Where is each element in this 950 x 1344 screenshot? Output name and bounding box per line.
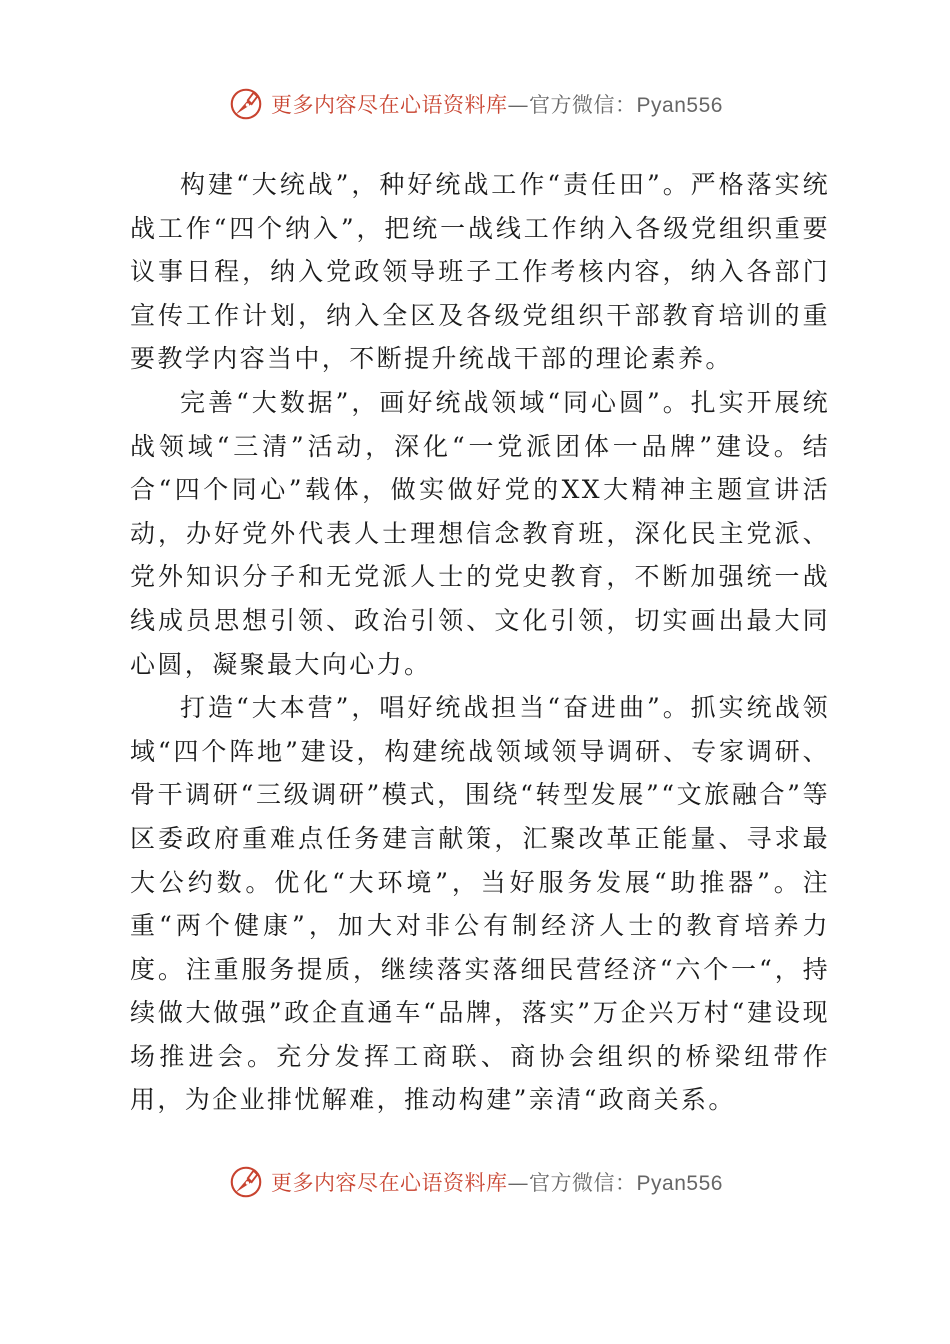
paragraph-1: 构建“大统战”，种好统战工作“责任田”。严格落实统战工作“四个纳入”，把统一战线工作纳入各级党组织重要议事日程，纳入党政领导班子工作考核内容，纳入各部门宣传工作计划，纳入全区及各级党组织干部教育培训的重要教学内容当中，不断提升统战干部的理论素养。 bbox=[130, 170, 830, 374]
banner-wechat-label: —官方微信： bbox=[507, 1171, 637, 1195]
paragraph-3: 打造“大本营”，唱好统战担当“奋进曲”。抓实统战领域“四个阵地”建设，构建统战领域领导调研、专家调研、骨干调研“三级调研”模式，围绕“转型发展”“文旅融合”等区委政府重难点任务建言献策，汇聚改革正能量、寻求最大公约数。优化“大环境”，当好服务发展“助推器”。注重“两个健康”，加大对非公有制经济人士的教育培养力度。注重服务提质，继续落实落细民营经济“六个一“，持续做大做强”政企直通车“品牌，落实”万企兴万村“建设现场推进会。充分发挥工商联、商协会组织的桥梁纽带作用，为企业排忧解难，推动构建”亲清“政商关系。 bbox=[130, 693, 830, 1115]
footer-banner bbox=[0, 1160, 950, 1204]
banner-title: 更多内容尽在心语资料库 bbox=[271, 1171, 508, 1195]
header-banner bbox=[0, 82, 950, 126]
document-body bbox=[130, 163, 830, 1122]
paragraph-2: 完善“大数据”，画好统战领域“同心圆”。扎实开展统战领域“三清”活动，深化“一党派团体一品牌”建设。结合“四个同心”载体，做实做好党的XX大精神主题宣讲活动，办好党外代表人士理想信念教育班，深化民主党派、党外知识分子和无党派人士的党史教育，不断加强统一战线成员思想引领、政治引领、文化引领，切实画出最大同心圆，凝聚最大向心力。 bbox=[130, 387, 830, 679]
banner-wechat-id: Pyan556 bbox=[636, 94, 723, 117]
banner-wechat-id: Pyan556 bbox=[636, 1172, 723, 1195]
pen-nib-logo-icon bbox=[227, 1163, 265, 1201]
banner-wechat-label: —官方微信： bbox=[507, 93, 637, 117]
banner-title: 更多内容尽在心语资料库 bbox=[271, 93, 508, 117]
pen-nib-logo-icon bbox=[227, 85, 265, 123]
